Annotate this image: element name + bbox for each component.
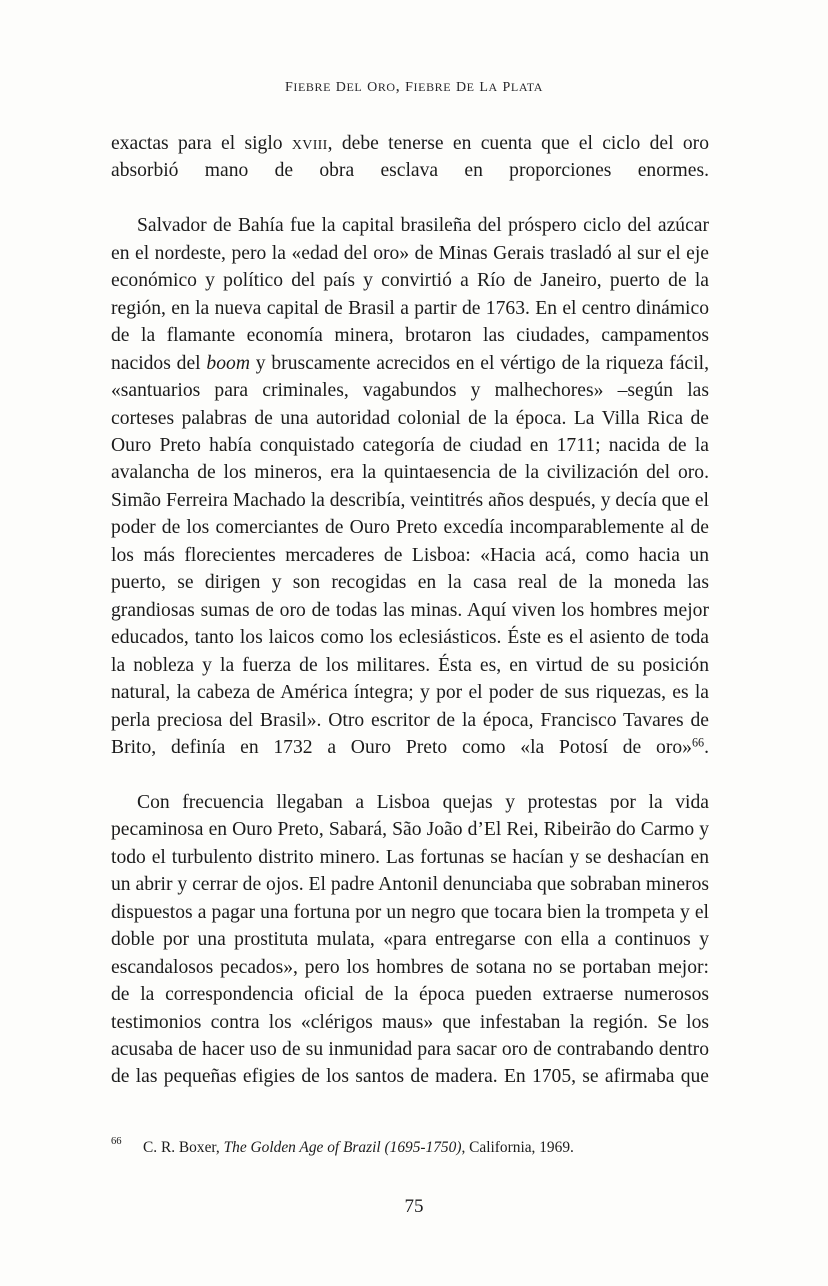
paragraph-1 <box>111 130 709 212</box>
body-text-block <box>111 130 709 1118</box>
running-head-initial: p <box>502 74 511 96</box>
text-run: exactas para el siglo <box>111 133 292 154</box>
running-head-initial: f <box>284 74 294 96</box>
text-run: Salvador de Bahía fue la capital brasileña del próspero ciclo del azúcar en el nordeste, pero la «edad del oro» de Minas Gerais trasladó al sur el eje económico y político del país y convirtió a Río de Janeiro, puerto de la región, en la nueva capital de Brasil a partir de 1763. En el centro dinámico de la flamante economía minera, brotaron las ciudades, campamentos nacidos del <box>111 215 709 374</box>
page-number: 75 <box>404 1196 424 1217</box>
footnote-publication: , California, 1969. <box>461 1139 574 1156</box>
running-head-initial: d <box>335 74 347 96</box>
small-caps-text: xviii <box>291 133 328 154</box>
running-head-rest: ro, <box>377 76 401 95</box>
footnote-reference[interactable]: 66 <box>691 735 705 750</box>
running-head <box>0 74 828 97</box>
running-head-rest: iebre <box>293 76 332 95</box>
running-head-rest: e <box>466 76 475 95</box>
footnote-title: The Golden Age of Brazil (1695-1750) <box>223 1139 462 1156</box>
paragraph-2 <box>111 212 709 789</box>
running-head-rest: lata <box>510 76 544 95</box>
footnote-author: C. R. Boxer, <box>143 1139 220 1156</box>
text-run: y bruscamente acrecidos en el vértigo de la riqueza fácil, «santuarios para criminales, vagabundos y malhechores» –según las corteses palabras de una autoridad colonial de la época. La Villa Rica de Ouro Preto había conquistado categoría de ciudad en 1711; nacida de la avalancha de los mineros, era la quintaesencia de la civilización del oro. Simão Ferreira Machado la describía, veintitrés años después, y decía que el poder de los comerciantes de Ouro Preto excedía incomparablemente al de los más florecientes mercaderes de Lisboa: «Hacia acá, como hacia un puerto, se dirigen y son recogidas en la casa real de la moneda las grandiosas sumas de oro de todas las minas. Aquí viven los hombres mejor educados, tanto los laicos como los eclesiásticos. Éste es el asiento de toda la nobleza y la fuerza de los militares. Ésta es, en virtud de su posición natural, la cabeza de América íntegra; y por el poder de sus riquezas, es la perla preciosa del Brasil». Otro escritor de la época, Francisco Tavares de Brito, definía en 1732 a Ouro Preto como «la Potosí de oro» <box>111 352 709 758</box>
italic-text: boom <box>206 352 250 374</box>
text-run: Con frecuencia llegaban a Lisboa quejas y protestas por la vida pecaminosa en Ouro Preto, Sabará, São João d’El Rei, Ribeirão do Carmo y todo el turbulento distrito minero. Las fortunas se hacían y se deshacían en un abrir y cerrar de ojos. El padre Antonil denunciaba que sobraban mineros dispuestos a pagar una fortuna por un negro que tocara bien la trompeta y el doble por una prostituta mulata, «para entregarse con ella a continuos y escandalosos pecados», pero los hombres de sotana no se portaban mejor: de la correspondencia oficial de la época pueden extraerse numerosos testimonios contra los «clérigos maus» que infestaban la región. Se los acusaba de hacer uso de su inmunidad para sacar oro de contrabando dentro de las pequeñas efigies de los santos de madera. En 1705, se afirmaba que <box>111 791 709 1088</box>
paragraph-3 <box>111 789 709 1118</box>
running-head-rest: iebre <box>413 76 452 95</box>
running-head-initial: f <box>405 74 414 96</box>
running-head-rest: el <box>346 76 363 95</box>
running-head-initial: o <box>367 74 378 96</box>
text-run: , debe tenerse en cuenta que el ciclo del oro absorbió mano de obra esclava en proporciones enormes. <box>111 133 710 182</box>
footnote-66: 66 C. R. Boxer, The Golden Age of Brazil (1695-1750), California, 1969. <box>111 1136 574 1156</box>
running-head-initial: l <box>479 74 489 96</box>
text-run: . <box>704 736 709 758</box>
running-head-rest: a <box>488 76 498 95</box>
running-head-initial: d <box>455 74 467 96</box>
